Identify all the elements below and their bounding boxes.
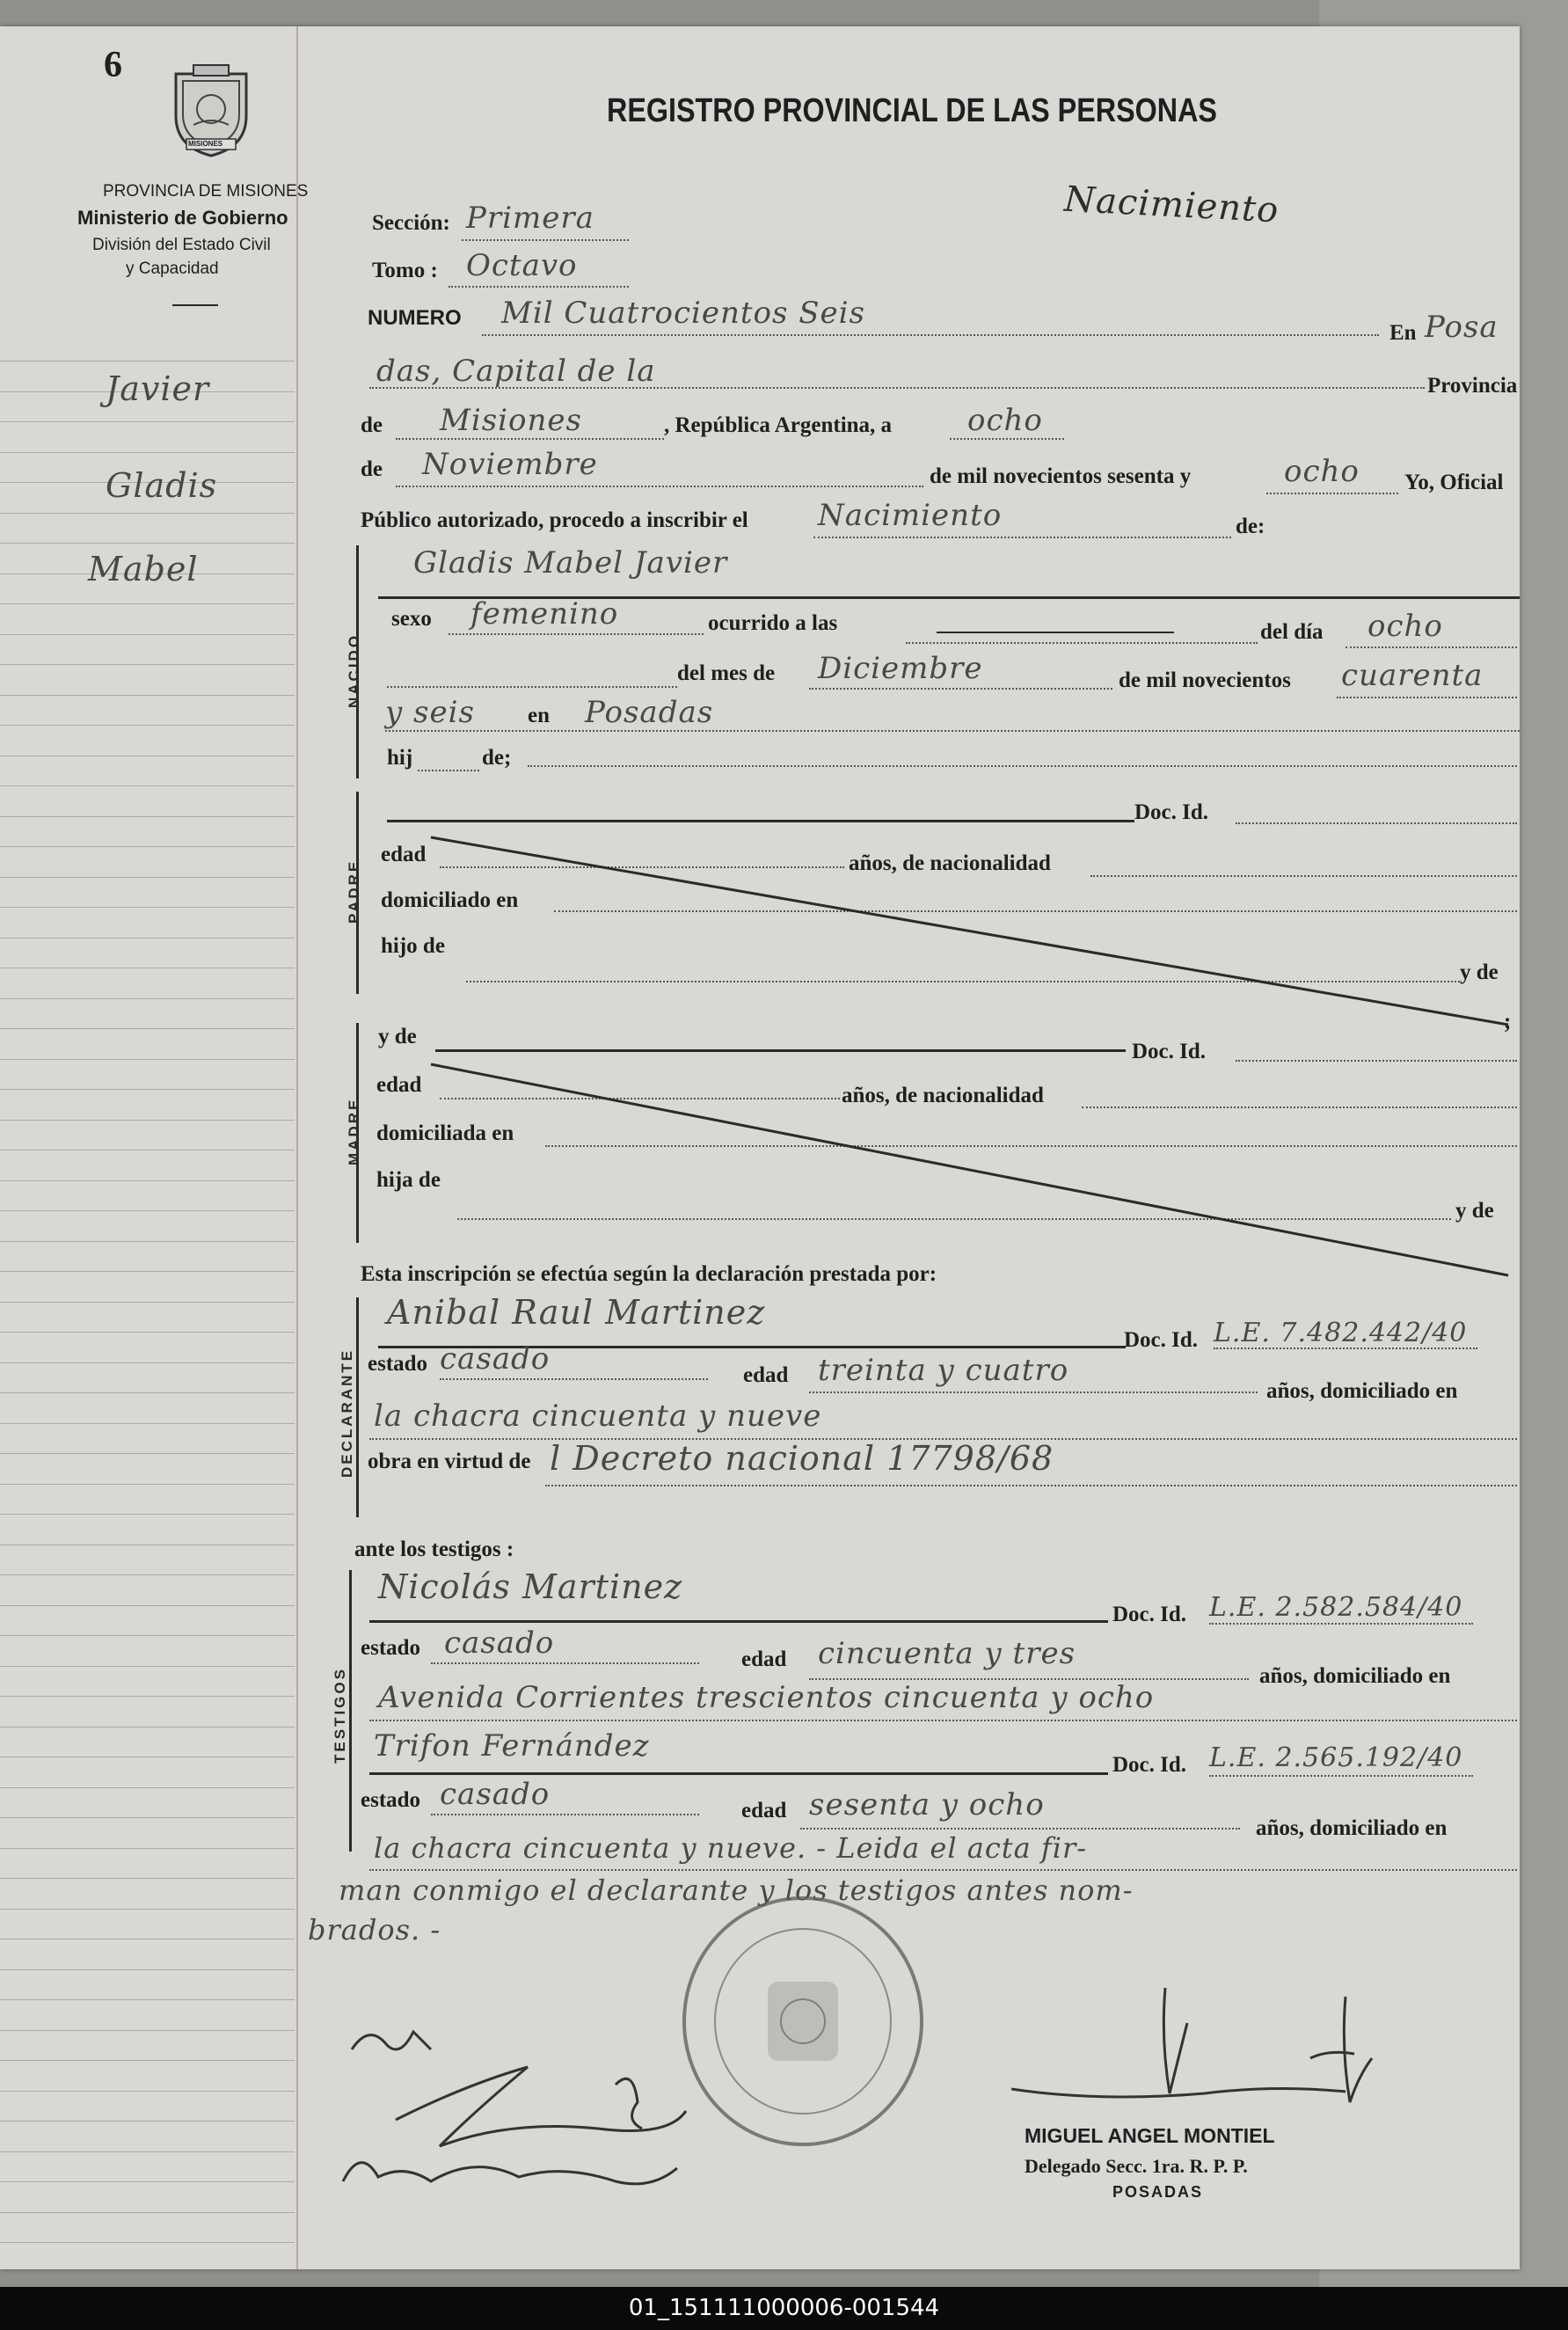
provincia-value: Misiones — [440, 403, 582, 438]
nacido-section-label: NACIDO — [346, 632, 362, 708]
mil-novecientos-label: de mil novecientos sesenta y — [930, 464, 1192, 488]
declarante-name: Anibal Raul Martinez — [387, 1293, 766, 1332]
official-role: Delegado Secc. 1ra. R. P. P. — [1025, 2155, 1248, 2177]
sexo-value: femenino — [470, 596, 619, 632]
rule — [800, 1828, 1240, 1830]
madre-y-de-label-2: y de — [1455, 1199, 1494, 1223]
madre-doc-label: Doc. Id. — [1132, 1040, 1207, 1063]
declarante-estado-label: estado — [368, 1352, 428, 1376]
margin-ruled-line — [0, 1362, 295, 1363]
numero-label: NUMERO — [368, 306, 462, 330]
declarante-domicilio-value: la chacra cincuenta y nueve — [374, 1399, 822, 1434]
closing-line-1: man conmigo el declarante y los testigos antes nom- — [339, 1873, 1134, 1907]
rule — [431, 1662, 699, 1664]
place-continuation: das, Capital de la — [376, 354, 656, 389]
rule — [369, 1869, 1517, 1871]
margin-ruled-line — [0, 1484, 295, 1485]
margin-ruled-line — [0, 1848, 295, 1849]
declarante-doc-value: L.E. 7.482.442/40 — [1214, 1318, 1468, 1348]
de-label: de — [361, 413, 383, 437]
seccion-label: Sección: — [372, 211, 450, 235]
de-label-2: de — [361, 457, 383, 481]
testigo1-anios-label: años, domiciliado en — [1259, 1664, 1451, 1688]
division-name-2: y Capacidad — [126, 259, 219, 278]
provincia-label: Provincia — [1427, 374, 1518, 398]
testigo1-edad-value: cincuenta y tres — [818, 1636, 1076, 1671]
margin-ruled-line — [0, 1787, 295, 1788]
margin-ruled-line — [0, 1423, 295, 1424]
margin-ruled-line — [0, 1696, 295, 1697]
en-value: Posa — [1425, 310, 1499, 345]
testigo2-edad-label: edad — [741, 1799, 787, 1822]
padre-y-de-label: y de — [1460, 960, 1499, 984]
de-semicolon-label: de; — [482, 746, 512, 770]
official-name: MIGUEL ANGEL MONTIEL — [1025, 2124, 1275, 2147]
margin-ruled-line — [0, 1514, 295, 1515]
testigo1-domicilio-value: Avenida Corrientes trescientos cincuenta y ocho — [378, 1680, 1155, 1715]
rule — [369, 1720, 1517, 1721]
madre-y-de-label: y de — [378, 1025, 417, 1048]
page-number: 6 — [104, 45, 122, 85]
yo-oficial-label: Yo, Oficial — [1404, 471, 1504, 494]
register-title: REGISTRO PROVINCIAL DE LAS PERSONAS — [607, 92, 1217, 129]
madre-hija-label: hija de — [376, 1168, 441, 1192]
margin-ruled-line — [0, 2091, 295, 2092]
anio-continuation: y seis — [385, 695, 475, 730]
nombre-value: Gladis Mabel Javier — [413, 545, 728, 581]
margin-ruled-line — [0, 1635, 295, 1636]
ocurrido-label: ocurrido a las — [708, 611, 838, 635]
padre-edad-label: edad — [381, 843, 427, 866]
obra-value: l Decreto nacional 17798/68 — [550, 1439, 1054, 1478]
del-mes-label: del mes de — [677, 661, 776, 685]
padre-semicolon: ; — [1504, 1010, 1512, 1034]
padre-hijo-label: hijo de — [381, 934, 445, 958]
testigo1-name: Nicolás Martinez — [378, 1567, 683, 1606]
rule — [440, 1378, 708, 1380]
padre-section-label: PADRE — [346, 858, 362, 924]
margin-ruled-line — [0, 2060, 295, 2061]
rule — [809, 1391, 1258, 1393]
rule — [1214, 1348, 1477, 1349]
seccion-value: Primera — [466, 201, 594, 236]
cancellation-strokes — [0, 26, 1520, 1346]
publico-label: Público autorizado, procedo a inscribir el — [361, 508, 748, 532]
madre-section-label: MADRE — [346, 1097, 362, 1165]
del-dia-value: ocho — [1367, 609, 1443, 644]
margin-ruled-line — [0, 1878, 295, 1879]
testigo1-edad-label: edad — [741, 1647, 787, 1671]
margin-ruled-line — [0, 2242, 295, 2243]
rule — [431, 1814, 699, 1815]
margin-name-surname: Javier — [106, 369, 210, 408]
margin-ruled-line — [0, 1574, 295, 1575]
margin-ruled-line — [0, 1666, 295, 1667]
division-name: División del Estado Civil — [92, 236, 271, 254]
margin-ruled-line — [0, 2151, 295, 2152]
margin-ruled-line — [0, 1817, 295, 1818]
testigo1-estado-value: casado — [444, 1625, 555, 1661]
margin-name-first: Gladis — [106, 466, 218, 505]
rule — [1209, 1623, 1473, 1625]
dia-value: ocho — [967, 403, 1043, 438]
official-city: POSADAS — [1112, 2183, 1204, 2201]
signatures-left — [334, 2014, 704, 2208]
declarante-estado-value: casado — [440, 1341, 551, 1377]
declarante-edad-label: edad — [743, 1363, 789, 1387]
hij-label: hij — [387, 746, 413, 770]
declarante-edad-value: treinta y cuatro — [818, 1353, 1069, 1388]
numero-value: Mil Cuatrocientos Seis — [501, 296, 865, 331]
margin-ruled-line — [0, 1605, 295, 1606]
sexo-label: sexo — [391, 607, 432, 631]
en-lower-label: en — [528, 704, 550, 727]
official-seal-stamp — [675, 1889, 930, 2153]
padre-anios-label: años, de nacionalidad — [849, 851, 1051, 875]
mes-value: Noviembre — [422, 447, 598, 482]
declarante-doc-label: Doc. Id. — [1124, 1328, 1199, 1352]
margin-ruled-line — [0, 2181, 295, 2182]
testigo2-estado-value: casado — [440, 1777, 551, 1812]
margin-ruled-line — [0, 2030, 295, 2031]
testigo1-estado-label: estado — [361, 1636, 421, 1660]
rule — [545, 1485, 1517, 1486]
del-mes-value: Diciembre — [818, 651, 983, 686]
ante-testigos-label: ante los testigos : — [354, 1538, 514, 1561]
province-name: PROVINCIA DE MISIONES — [103, 182, 309, 201]
rule — [1209, 1775, 1473, 1777]
margin-ruled-line — [0, 1969, 295, 1970]
margin-ruled-line — [0, 1453, 295, 1454]
margin-name-second: Mabel — [88, 550, 199, 588]
margin-ruled-line — [0, 2121, 295, 2122]
testigo1-doc-value: L.E. 2.582.584/40 — [1209, 1592, 1463, 1623]
lugar-value: Posadas — [585, 695, 714, 730]
testigo2-doc-label: Doc. Id. — [1112, 1753, 1187, 1777]
top-right-handwritten-note: Nacimiento — [1062, 179, 1280, 231]
de-mil-novecientos-label: de mil novecientos — [1119, 668, 1291, 692]
republica-label: , República Argentina, a — [664, 413, 893, 437]
testigos-section-label: TESTIGOS — [332, 1667, 348, 1764]
madre-domicilio-label: domiciliada en — [376, 1121, 514, 1145]
margin-ruled-line — [0, 1392, 295, 1393]
tomo-value: Octavo — [466, 248, 578, 283]
de-colon-label: de: — [1236, 515, 1265, 538]
rule-solid — [369, 1772, 1108, 1775]
testigo1-doc-label: Doc. Id. — [1112, 1603, 1187, 1626]
bracket — [356, 1297, 359, 1517]
closing-line-2: brados. - — [308, 1913, 441, 1947]
signature-official — [1011, 1970, 1407, 2146]
madre-edad-label: edad — [376, 1073, 422, 1097]
ministry-name: Ministerio de Gobierno — [77, 207, 288, 229]
margin-ruled-line — [0, 2212, 295, 2213]
padre-domicilio-label: domiciliado en — [381, 888, 519, 912]
anio-value: ocho — [1284, 454, 1360, 489]
testigo2-domicilio-value: la chacra cincuenta y nueve. - Leida el acta fir- — [374, 1831, 1088, 1865]
acto-value: Nacimiento — [818, 498, 1003, 533]
declarante-section-label: DECLARANTE — [339, 1348, 355, 1478]
del-dia-label: del día — [1260, 620, 1324, 644]
testigo2-doc-value: L.E. 2.565.192/40 — [1209, 1742, 1463, 1773]
mil-nov-value: cuarenta — [1341, 658, 1484, 693]
bracket — [349, 1570, 352, 1852]
margin-ruled-line — [0, 1909, 295, 1910]
testigo2-estado-label: estado — [361, 1788, 421, 1812]
testigo2-edad-value: sesenta y ocho — [809, 1787, 1045, 1822]
rule-solid — [369, 1620, 1108, 1623]
padre-doc-label: Doc. Id. — [1134, 800, 1209, 824]
file-identifier: 01_151111000006-001544 — [0, 2287, 1568, 2330]
madre-anios-label: años, de nacionalidad — [842, 1084, 1044, 1107]
declaracion-label: Esta inscripción se efectúa según la declaración prestada por: — [361, 1262, 937, 1286]
en-label: En — [1389, 321, 1417, 345]
obra-label: obra en virtud de — [368, 1450, 531, 1473]
crest-text: MISIONES — [188, 140, 223, 148]
testigo2-name: Trifon Fernández — [374, 1728, 650, 1764]
declarante-anios-label: años, domiciliado en — [1266, 1379, 1458, 1403]
margin-ruled-line — [0, 1999, 295, 2000]
testigo2-anios-label: años, domiciliado en — [1256, 1816, 1448, 1840]
register-page — [0, 26, 1520, 2269]
tomo-label: Tomo : — [372, 259, 438, 282]
